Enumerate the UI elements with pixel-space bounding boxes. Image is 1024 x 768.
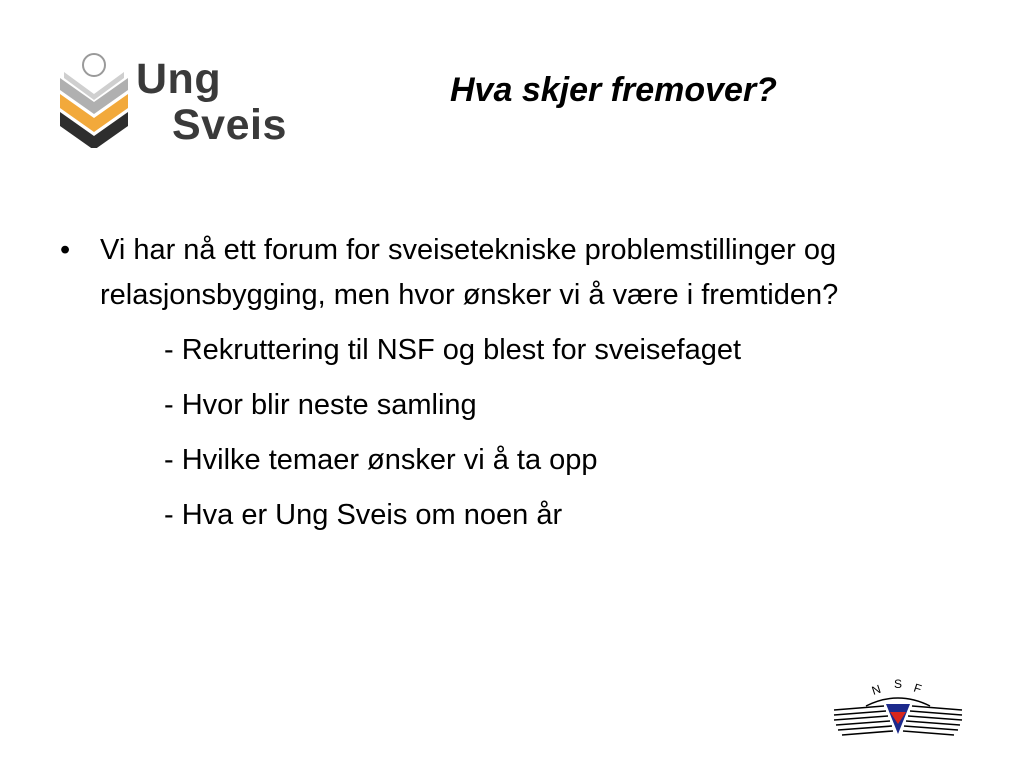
slide-content [60, 228, 970, 548]
slide-title: Hva skjer fremover? [450, 71, 777, 109]
nsf-logo [832, 676, 964, 748]
nsf-letter-f: F [911, 680, 924, 697]
sub-item-list [60, 328, 970, 538]
nsf-wing-left [834, 706, 893, 735]
sub-item: - Hvor blir neste samling [164, 389, 477, 421]
nsf-wing-right [903, 706, 962, 735]
nsf-letter-n: N [870, 681, 883, 698]
logo-word-ung: Ung [136, 55, 222, 103]
bullet-icon: • [60, 234, 71, 266]
sub-item: - Hvilke temaer ønsker vi å ta opp [164, 444, 598, 476]
nsf-letter-s: S [894, 677, 903, 691]
ung-sveis-logo [56, 50, 306, 150]
bullet-text: Vi har nå ett forum for sveisetekniske problemstillinger og relasjonsbygging, men hvor ønsker vi å være i fremtiden? [100, 234, 839, 311]
logo-word-sveis: Sveis [172, 101, 287, 149]
sub-item: - Hva er Ung Sveis om noen år [164, 499, 563, 531]
ung-sveis-logo-mark-icon [56, 50, 132, 148]
sub-item: - Rekruttering til NSF og blest for sveisefaget [164, 334, 742, 366]
bullet-item [60, 228, 970, 318]
